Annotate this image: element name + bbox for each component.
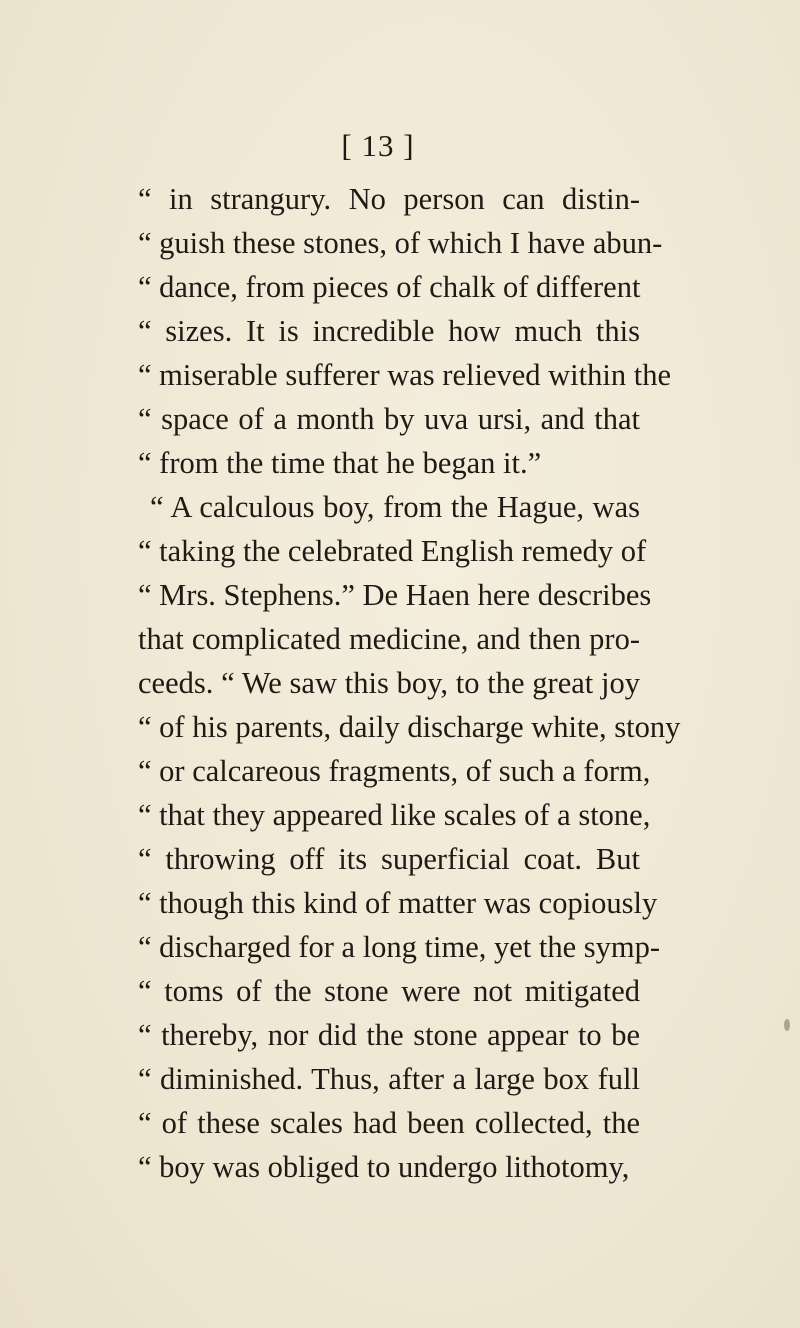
text-line: “ A calculous boy, from the Hague, was [150, 490, 640, 524]
text-line: “ of his parents, daily discharge white, stony [138, 710, 681, 744]
text-line: “ miserable sufferer was relieved within the [138, 358, 671, 392]
text-line: “ or calcareous fragments, of such a form, [138, 754, 651, 788]
text-line: “ toms of the stone were not mitigated [138, 974, 640, 1008]
text-line: “ guish these stones, of which I have abun- [138, 226, 663, 260]
text-line: “ in strangury. No person can distin- [138, 182, 640, 216]
text-line: “ thereby, nor did the stone appear to be [138, 1018, 640, 1052]
text-line: that complicated medicine, and then pro- [138, 622, 640, 656]
text-line: “ from the time that he began it.” [138, 446, 542, 480]
text-line: “ Mrs. Stephens.” De Haen here describes [138, 578, 652, 612]
text-line: “ throwing off its superficial coat. But [138, 842, 640, 876]
paper-blemish [784, 1019, 790, 1031]
text-line: “ dance, from pieces of chalk of different [138, 270, 641, 304]
body-text [138, 177, 681, 1189]
text-line: “ boy was obliged to undergo lithotomy, [138, 1150, 630, 1184]
text-line: “ diminished. Thus, after a large box full [138, 1062, 640, 1096]
text-line: “ discharged for a long time, yet the symp- [138, 930, 661, 964]
text-line: “ sizes. It is incredible how much this [138, 314, 640, 348]
text-line: “ taking the celebrated English remedy of [138, 534, 647, 568]
text-line: “ though this kind of matter was copiously [138, 886, 658, 920]
page-number: [ 13 ] [341, 128, 415, 163]
text-line: “ that they appeared like scales of a stone, [138, 798, 651, 832]
text-line: “ of these scales had been collected, the [138, 1106, 640, 1140]
text-line: “ space of a month by uva ursi, and that [138, 402, 640, 436]
text-line: ceeds. “ We saw this boy, to the great joy [138, 666, 640, 700]
